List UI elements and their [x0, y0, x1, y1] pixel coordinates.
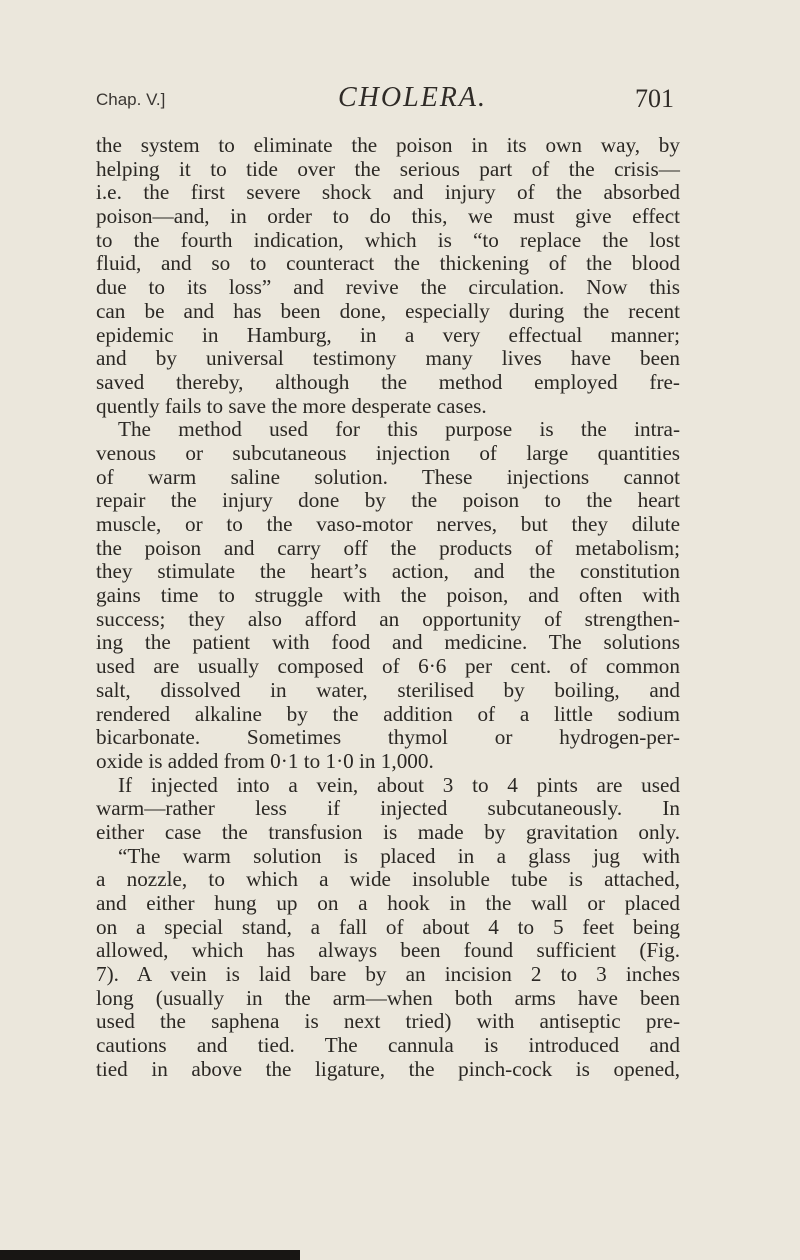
text-line: fluid, and so to counteract the thickening of the blood — [96, 251, 680, 276]
text-line: used the saphena is next tried) with antiseptic pre- — [96, 1009, 680, 1034]
chapter-label: Chap. V.] — [96, 90, 166, 109]
text-line: success; they also afford an opportunity of strengthen- — [96, 606, 680, 631]
text-line: 7). A vein is laid bare by an incision 2 to 3 inches — [96, 962, 680, 987]
text-line: allowed, which has always been found sufficient (Fig. — [96, 938, 680, 963]
text-line: oxide is added from 0·1 to 1·0 in 1,000. — [96, 748, 434, 773]
text-line: used are usually composed of 6·6 per cent. of common — [96, 654, 680, 679]
running-header — [96, 78, 674, 118]
text-line: muscle, or to the vaso-motor nerves, but they dilute — [96, 512, 680, 536]
text-line: i.e. the first severe shock and injury of the absorbed — [96, 180, 680, 205]
body-text — [96, 134, 680, 1082]
text-line: quently fails to save the more desperate cases. — [96, 393, 487, 418]
text-line: and by universal testimony many lives have been — [96, 346, 680, 371]
text-line: can be and has been done, especially during the recent — [96, 298, 680, 323]
text-line: of warm saline solution. These injections cannot — [96, 464, 680, 489]
text-line: cautions and tied. The cannula is introduced and — [96, 1033, 680, 1058]
text-line: a nozzle, to which a wide insoluble tube is attached, — [96, 867, 680, 892]
text-line: either case the transfusion is made by gravitation only. — [96, 819, 680, 844]
text-line: on a special stand, a fall of about 4 to 5 feet being — [96, 914, 680, 939]
text-line: epidemic in Hamburg, in a very effectual manner; — [96, 322, 680, 347]
text-line: helping it to tide over the serious part of the crisis— — [96, 156, 680, 181]
text-line: bicarbonate. Sometimes thymol or hydrogen-per- — [96, 725, 680, 750]
text-line: and either hung up on a hook in the wall or placed — [96, 891, 680, 915]
text-line: long (usually in the arm—when both arms have been — [96, 985, 680, 1010]
text-line: they stimulate the heart’s action, and the constitution — [96, 559, 680, 584]
text-line: repair the injury done by the poison to the heart — [96, 488, 680, 513]
text-line: “The warm solution is placed in a glass jug with — [118, 843, 680, 868]
text-line: gains time to struggle with the poison, and often with — [96, 583, 680, 608]
text-line: salt, dissolved in water, sterilised by boiling, and — [96, 677, 680, 702]
page-edge-shadow — [0, 1250, 300, 1260]
text-line: to the fourth indication, which is “to replace the lost — [96, 227, 680, 252]
text-line: warm—rather less if injected subcutaneously. In — [96, 796, 680, 821]
text-line: the poison and carry off the products of metabolism; — [96, 535, 680, 560]
text-line: due to its loss” and revive the circulation. Now this — [96, 275, 680, 300]
running-title: CHOLERA. — [338, 82, 487, 113]
page-number: 701 — [635, 84, 674, 113]
text-line: venous or subcutaneous injection of large quantities — [96, 440, 680, 465]
text-line: The method used for this purpose is the intra- — [118, 417, 680, 442]
text-line: ing the patient with food and medicine. The solutions — [96, 630, 680, 655]
text-line: the system to eliminate the poison in its own way, by — [96, 133, 680, 157]
text-line: tied in above the ligature, the pinch-cock is opened, — [96, 1056, 680, 1081]
text-line: If injected into a vein, about 3 to 4 pints are used — [118, 772, 680, 797]
text-line: rendered alkaline by the addition of a little sodium — [96, 701, 680, 726]
text-line: saved thereby, although the method employed fre- — [96, 369, 680, 394]
text-line: poison—and, in order to do this, we must give effect — [96, 204, 680, 229]
